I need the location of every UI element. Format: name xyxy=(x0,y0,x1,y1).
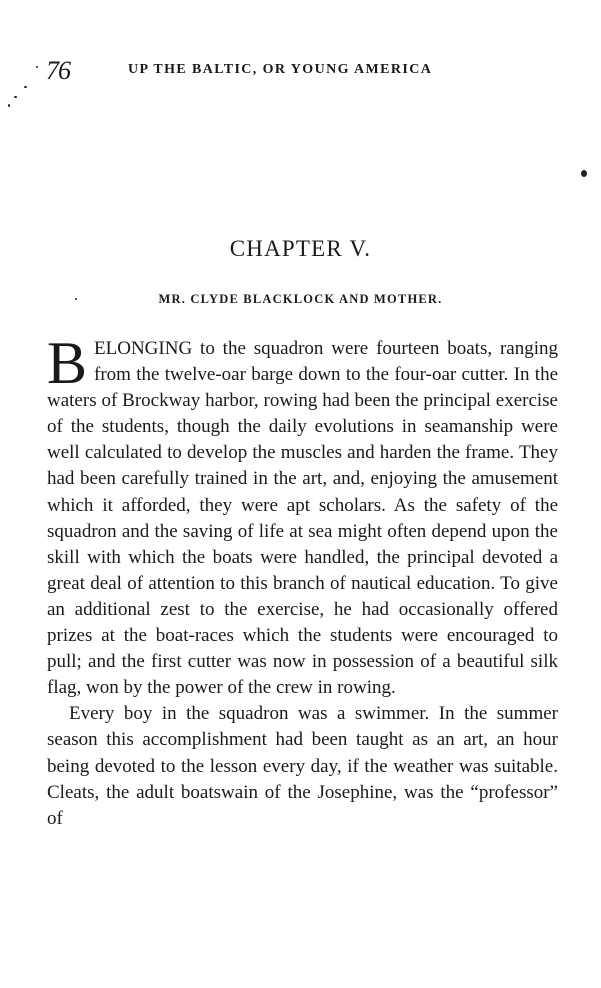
drop-cap: B xyxy=(47,330,88,396)
paragraph-1-text: ELONGING to the squadron were fourteen boats, ranging from the twelve-oar barge down to the four-oar cutter. In the waters of Brockway harbor, rowing had been the principal exercise of the students, though the daily evolutions in seamanship were well calculated to develop the muscles and harden the frame. They had been carefully trained in the art, and, enjoying the amusement which it afforded, they were apt scholars. As the safety of the squadron and the saving of life at sea might often depend upon the skill with which the boats were handled, the principal devoted a great deal of attention to this branch of nautical education. To give an additional zest to the exercise, he had occasionally offered prizes at the boat-races which the students were encouraged to pull; and the first cutter was now in possession of a beautiful silk flag, won by the power of the crew in rowing. xyxy=(47,338,558,699)
page-number: 76 xyxy=(46,56,70,85)
paragraph-2: Every boy in the squadron was a swimmer. In the summer season this accomplishment had been taught as an art, an hour being devoted to the lesson every day, if the weather was suitable. Cleats, the adult boatswain of the Josephine, was the “professor” of xyxy=(47,703,558,829)
chapter-body xyxy=(47,330,558,832)
chapter-subtitle: MR. CLYDE BLACKLOCK AND MOTHER. xyxy=(158,292,443,306)
ink-speck xyxy=(8,104,10,107)
running-head: UP THE BALTIC, OR YOUNG AMERICA xyxy=(128,62,433,77)
ink-speck xyxy=(14,96,17,98)
ink-speck xyxy=(581,170,587,177)
chapter-title: CHAPTER V. xyxy=(229,236,372,261)
page-header xyxy=(46,56,566,86)
ink-speck xyxy=(24,86,27,88)
ink-speck xyxy=(36,66,38,68)
paragraph-1 xyxy=(47,330,558,701)
